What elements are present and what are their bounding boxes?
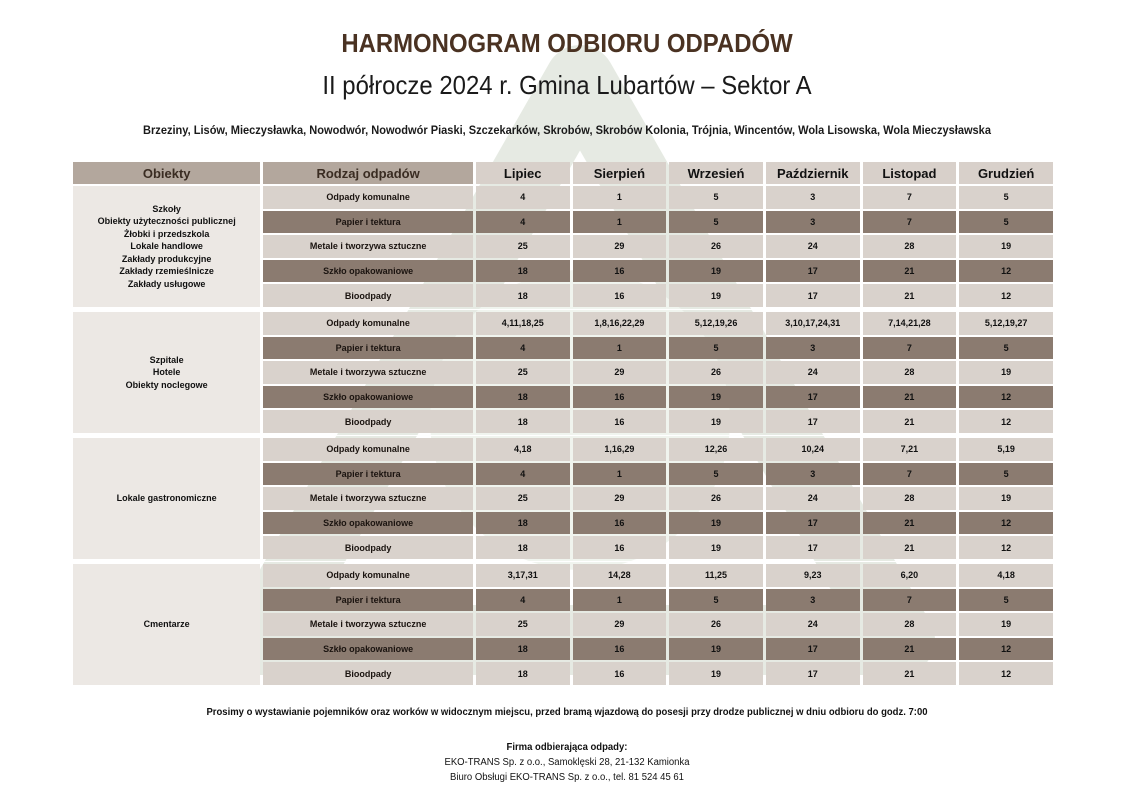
spacer-cell xyxy=(73,561,1053,562)
placement-note: Prosimy o wystawianie pojemników oraz worków w widocznym miejscu, przed bramą wjazdową do posesji przy drodze publicznej w dniu odbioru do godz. 7:00 xyxy=(206,707,928,718)
waste-type-cell: Papier i tektura xyxy=(263,589,473,612)
pickup-date-cell: 12 xyxy=(959,512,1053,535)
pickup-date-cell: 26 xyxy=(669,613,763,636)
pickup-date-cell: 7,21 xyxy=(863,438,957,461)
pickup-date-cell: 1 xyxy=(573,589,667,612)
pickup-date-cell: 17 xyxy=(766,260,860,283)
pickup-date-cell: 24 xyxy=(766,235,860,258)
pickup-date-cell: 17 xyxy=(766,386,860,409)
header-month: Październik xyxy=(766,162,860,184)
waste-type-cell: Odpady komunalne xyxy=(263,186,473,209)
object-type-label: Zakłady usługowe xyxy=(127,278,206,289)
pickup-date-cell: 19 xyxy=(959,487,1053,510)
pickup-date-cell: 28 xyxy=(863,235,957,258)
pickup-date-cell: 10,24 xyxy=(766,438,860,461)
pickup-date-cell: 17 xyxy=(766,536,860,559)
pickup-date-cell: 5,19 xyxy=(959,438,1053,461)
waste-type-cell: Szkło opakowaniowe xyxy=(263,512,473,535)
pickup-date-cell: 25 xyxy=(476,613,570,636)
header-month: Listopad xyxy=(863,162,957,184)
company-office: Biuro Obsługi EKO-TRANS Sp. z o.o., tel. 81 524 45 61 xyxy=(450,772,684,783)
company-info xyxy=(28,740,1105,785)
pickup-date-cell: 4 xyxy=(476,589,570,612)
pickup-date-cell: 21 xyxy=(863,536,957,559)
pickup-date-cell: 29 xyxy=(573,361,667,384)
page-subtitle: II półrocze 2024 r. Gmina Lubartów – Sektor A xyxy=(322,70,812,100)
pickup-date-cell: 16 xyxy=(573,536,667,559)
pickup-date-cell: 4,11,18,25 xyxy=(476,312,570,335)
pickup-date-cell: 25 xyxy=(476,361,570,384)
pickup-date-cell: 9,23 xyxy=(766,564,860,587)
spacer-cell xyxy=(73,435,1053,436)
object-type-label: Szkoły xyxy=(152,203,181,214)
pickup-date-cell: 12 xyxy=(959,662,1053,685)
pickup-date-cell: 3 xyxy=(766,463,860,486)
schedule-table xyxy=(70,160,1056,687)
waste-type-cell: Szkło opakowaniowe xyxy=(263,260,473,283)
pickup-date-cell: 19 xyxy=(959,613,1053,636)
pickup-date-cell: 5,12,19,26 xyxy=(669,312,763,335)
pickup-date-cell: 11,25 xyxy=(669,564,763,587)
pickup-date-cell: 19 xyxy=(959,235,1053,258)
pickup-date-cell: 29 xyxy=(573,613,667,636)
pickup-date-cell: 12,26 xyxy=(669,438,763,461)
pickup-date-cell: 4,18 xyxy=(959,564,1053,587)
group-spacer xyxy=(73,561,1053,562)
object-type-label: Żłobki i przedszkola xyxy=(123,228,210,239)
waste-type-cell: Papier i tektura xyxy=(263,211,473,234)
table-row xyxy=(73,564,1053,587)
pickup-date-cell: 1,16,29 xyxy=(573,438,667,461)
pickup-date-cell: 5 xyxy=(959,589,1053,612)
pickup-date-cell: 18 xyxy=(476,260,570,283)
pickup-date-cell: 3 xyxy=(766,186,860,209)
object-type-label: Lokale gastronomiczne xyxy=(116,493,217,504)
pickup-date-cell: 3 xyxy=(766,337,860,360)
pickup-date-cell: 12 xyxy=(959,410,1053,433)
pickup-date-cell: 24 xyxy=(766,613,860,636)
pickup-date-cell: 5 xyxy=(669,337,763,360)
pickup-date-cell: 5 xyxy=(669,186,763,209)
table-header-row xyxy=(73,162,1053,184)
pickup-date-cell: 19 xyxy=(669,284,763,307)
company-address: EKO-TRANS Sp. z o.o., Samoklęski 28, 21-132 Kamionka xyxy=(444,757,690,768)
pickup-date-cell: 29 xyxy=(573,235,667,258)
pickup-date-cell: 17 xyxy=(766,410,860,433)
pickup-date-cell: 21 xyxy=(863,284,957,307)
pickup-date-cell: 17 xyxy=(766,638,860,661)
pickup-date-cell: 19 xyxy=(959,361,1053,384)
waste-type-cell: Odpady komunalne xyxy=(263,438,473,461)
pickup-date-cell: 5 xyxy=(669,589,763,612)
pickup-date-cell: 18 xyxy=(476,410,570,433)
pickup-date-cell: 16 xyxy=(573,638,667,661)
pickup-date-cell: 21 xyxy=(863,662,957,685)
pickup-date-cell: 19 xyxy=(669,662,763,685)
pickup-date-cell: 7 xyxy=(863,463,957,486)
pickup-date-cell: 19 xyxy=(669,512,763,535)
pickup-date-cell: 18 xyxy=(476,284,570,307)
header-month: Wrzesień xyxy=(669,162,763,184)
waste-type-cell: Bioodpady xyxy=(263,536,473,559)
waste-type-cell: Bioodpady xyxy=(263,284,473,307)
pickup-date-cell: 4,18 xyxy=(476,438,570,461)
waste-type-cell: Odpady komunalne xyxy=(263,312,473,335)
pickup-date-cell: 28 xyxy=(863,487,957,510)
pickup-date-cell: 16 xyxy=(573,386,667,409)
pickup-date-cell: 19 xyxy=(669,638,763,661)
pickup-date-cell: 17 xyxy=(766,284,860,307)
pickup-date-cell: 16 xyxy=(573,410,667,433)
pickup-date-cell: 3 xyxy=(766,211,860,234)
header-objects: Obiekty xyxy=(73,162,260,184)
pickup-date-cell: 21 xyxy=(863,386,957,409)
pickup-date-cell: 21 xyxy=(863,260,957,283)
pickup-date-cell: 18 xyxy=(476,536,570,559)
pickup-date-cell: 17 xyxy=(766,512,860,535)
pickup-date-cell: 26 xyxy=(669,361,763,384)
pickup-date-cell: 3,17,31 xyxy=(476,564,570,587)
object-type-label: Zakłady rzemieślnicze xyxy=(119,266,214,277)
pickup-date-cell: 5,12,19,27 xyxy=(959,312,1053,335)
table-row xyxy=(73,312,1053,335)
pickup-date-cell: 21 xyxy=(863,410,957,433)
pickup-date-cell: 7 xyxy=(863,589,957,612)
spacer-cell xyxy=(73,309,1053,310)
pickup-date-cell: 1,8,16,22,29 xyxy=(573,312,667,335)
group-spacer xyxy=(73,435,1053,436)
pickup-date-cell: 4 xyxy=(476,186,570,209)
pickup-date-cell: 25 xyxy=(476,487,570,510)
pickup-date-cell: 18 xyxy=(476,638,570,661)
localities-list: Brzeziny, Lisów, Mieczysławka, Nowodwór, Nowodwór Piaski, Szczekarków, Skrobów, Skrobów Kolonia, Trójnia, Wincentów, Wola Lisowska, Wola Mieczysławska xyxy=(143,123,991,137)
pickup-date-cell: 16 xyxy=(573,260,667,283)
pickup-date-cell: 29 xyxy=(573,487,667,510)
pickup-date-cell: 6,20 xyxy=(863,564,957,587)
pickup-date-cell: 5 xyxy=(959,337,1053,360)
pickup-date-cell: 7 xyxy=(863,337,957,360)
pickup-date-cell: 18 xyxy=(476,386,570,409)
pickup-date-cell: 12 xyxy=(959,284,1053,307)
pickup-date-cell: 3 xyxy=(766,589,860,612)
pickup-date-cell: 19 xyxy=(669,260,763,283)
waste-type-cell: Bioodpady xyxy=(263,410,473,433)
pickup-date-cell: 1 xyxy=(573,463,667,486)
page-title: HARMONOGRAM ODBIORU ODPADÓW xyxy=(341,28,793,58)
object-group-cell xyxy=(73,312,260,433)
object-type-label: Obiekty noclegowe xyxy=(125,379,208,390)
pickup-date-cell: 18 xyxy=(476,512,570,535)
pickup-date-cell: 21 xyxy=(863,512,957,535)
pickup-date-cell: 1 xyxy=(573,211,667,234)
pickup-date-cell: 5 xyxy=(669,211,763,234)
pickup-date-cell: 7,14,21,28 xyxy=(863,312,957,335)
pickup-date-cell: 1 xyxy=(573,186,667,209)
waste-type-cell: Papier i tektura xyxy=(263,337,473,360)
pickup-date-cell: 16 xyxy=(573,512,667,535)
waste-type-cell: Metale i tworzywa sztuczne xyxy=(263,487,473,510)
pickup-date-cell: 21 xyxy=(863,638,957,661)
group-spacer xyxy=(73,309,1053,310)
table-row xyxy=(73,438,1053,461)
pickup-date-cell: 7 xyxy=(863,211,957,234)
pickup-date-cell: 19 xyxy=(669,386,763,409)
object-type-label: Lokale handlowe xyxy=(130,241,203,252)
header-waste-type: Rodzaj odpadów xyxy=(263,162,473,184)
waste-type-cell: Metale i tworzywa sztuczne xyxy=(263,235,473,258)
company-heading: Firma odbierająca odpady: xyxy=(506,742,628,753)
pickup-date-cell: 5 xyxy=(669,463,763,486)
pickup-date-cell: 4 xyxy=(476,463,570,486)
pickup-date-cell: 14,28 xyxy=(573,564,667,587)
waste-type-cell: Bioodpady xyxy=(263,662,473,685)
pickup-date-cell: 24 xyxy=(766,361,860,384)
object-group-cell xyxy=(73,438,260,559)
pickup-date-cell: 5 xyxy=(959,463,1053,486)
pickup-date-cell: 16 xyxy=(573,662,667,685)
object-type-label: Cmentarze xyxy=(143,619,190,630)
object-type-label: Szpitale xyxy=(149,354,184,365)
pickup-date-cell: 24 xyxy=(766,487,860,510)
object-type-label: Obiekty użyteczności publicznej xyxy=(97,216,236,227)
pickup-date-cell: 25 xyxy=(476,235,570,258)
waste-type-cell: Metale i tworzywa sztuczne xyxy=(263,361,473,384)
pickup-date-cell: 17 xyxy=(766,662,860,685)
pickup-date-cell: 12 xyxy=(959,386,1053,409)
pickup-date-cell: 12 xyxy=(959,536,1053,559)
header-month: Lipiec xyxy=(476,162,570,184)
pickup-date-cell: 26 xyxy=(669,235,763,258)
pickup-date-cell: 28 xyxy=(863,361,957,384)
pickup-date-cell: 19 xyxy=(669,536,763,559)
header-month: Sierpień xyxy=(573,162,667,184)
pickup-date-cell: 12 xyxy=(959,638,1053,661)
pickup-date-cell: 16 xyxy=(573,284,667,307)
pickup-date-cell: 26 xyxy=(669,487,763,510)
pickup-date-cell: 19 xyxy=(669,410,763,433)
pickup-date-cell: 1 xyxy=(573,337,667,360)
waste-type-cell: Szkło opakowaniowe xyxy=(263,386,473,409)
waste-type-cell: Metale i tworzywa sztuczne xyxy=(263,613,473,636)
pickup-date-cell: 3,10,17,24,31 xyxy=(766,312,860,335)
object-type-label: Zakłady produkcyjne xyxy=(121,253,212,264)
table-row xyxy=(73,186,1053,209)
pickup-date-cell: 5 xyxy=(959,211,1053,234)
pickup-date-cell: 18 xyxy=(476,662,570,685)
waste-type-cell: Odpady komunalne xyxy=(263,564,473,587)
pickup-date-cell: 7 xyxy=(863,186,957,209)
object-type-label: Hotele xyxy=(152,367,181,378)
pickup-date-cell: 28 xyxy=(863,613,957,636)
pickup-date-cell: 4 xyxy=(476,211,570,234)
object-group-cell xyxy=(73,186,260,307)
waste-type-cell: Papier i tektura xyxy=(263,463,473,486)
pickup-date-cell: 4 xyxy=(476,337,570,360)
header-month: Grudzień xyxy=(959,162,1053,184)
waste-type-cell: Szkło opakowaniowe xyxy=(263,638,473,661)
pickup-date-cell: 12 xyxy=(959,260,1053,283)
pickup-date-cell: 5 xyxy=(959,186,1053,209)
object-group-cell xyxy=(73,564,260,685)
